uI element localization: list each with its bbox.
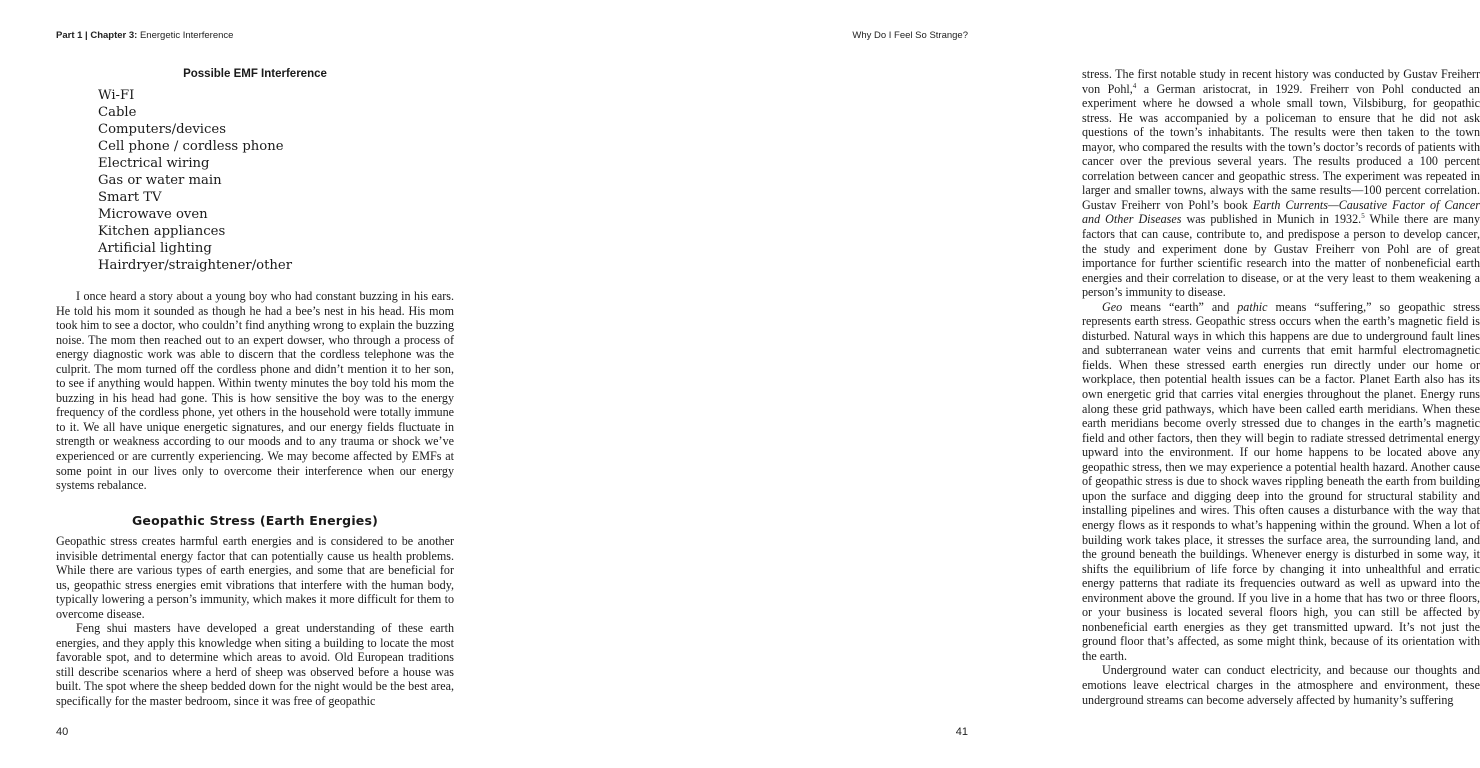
list-item: Gas or water main: [98, 173, 222, 188]
emf-list: [98, 87, 292, 274]
right-page: [512, 0, 1480, 768]
left-page: [0, 0, 512, 768]
part-chapter-label: Part 1 | Chapter 3:: [56, 30, 138, 41]
footnote-marker: 4: [1132, 81, 1137, 90]
right-body: [1082, 67, 1480, 707]
left-body-bottom: [56, 534, 454, 709]
paragraph-feng-shui: Feng shui masters have developed a great understanding of these earth energies, and they apply this knowledge when siting a building to locate the most favorable spot, and to determine which areas to avoid. Old European traditions still describe scenarios where a herd of sheep was observed before a house was built. The spot where the sheep bedded down for the night would be the best area, specifically for the master bedroom, since it was free of geopathic: [56, 621, 454, 709]
list-item: Cell phone / cordless phone: [98, 139, 284, 154]
list-item: Hairdryer/straightener/other: [98, 258, 293, 273]
page-number-left: 40: [56, 726, 69, 738]
list-item: Artificial lighting: [98, 241, 212, 256]
paragraph-underground-water: Underground water can conduct electricity, and because our thoughts and emotions leave electrical charges in the atmosphere and environment, these underground streams can become adversely affected by humanity’s suffering: [1082, 663, 1480, 707]
list-item: Microwave oven: [98, 207, 208, 222]
list-item: Computers/devices: [98, 122, 226, 137]
list-item: Kitchen appliances: [98, 224, 226, 239]
list-item: Cable: [98, 105, 137, 120]
paragraph-von-pohl: stress. The first notable study in recent history was conducted by Gustav Freiherr von Pohl,$^4$ a German aristocrat, in 1929. Freiherr von Pohl conducted an experiment where he dowsed a whole small town, Vilsbiburg, for geopathic stress. He was accompanied by a policeman to ensure that he did not ask questions of the town’s inhabitants. The results were then taken to the town mayor, who compared the results with the town’s doctor’s records of patients with cancer over the previous several years. The results produced a 100 percent correlation between cancer and geopathic stress. The experiment was repeated in larger and smaller towns, always with the same results—100 percent correlation. Gustav Freiherr von Pohl’s book Earth Currents—Causative Factor of Cancer and Other Diseases was published in Munich in 1932.$^5$ While there are many factors that can cause, contribute to, and predispose a person to develop cancer, the study and experiment done by Gustav Freiherr von Pohl are of great importance for further scientific research into the matter of nonbeneficial earth energies and their correlation to disease, or at the very least to them weakening a person’s immunity to disease.: [1082, 67, 1480, 300]
emf-list-title: Possible EMF Interference: [183, 68, 327, 80]
list-item: Smart TV: [98, 190, 162, 205]
chapter-title: Energetic Interference: [137, 30, 234, 41]
paragraph-story: I once heard a story about a young boy who had constant buzzing in his ears. He told his mom it sounded as though he had a bee’s nest in his head. His mom took him to see a doctor, who couldn’t find anything wrong to explain the buzzing noise. The mom then reached out to an expert dowser, who through a process of energy diagnostic work was able to discern that the cordless telephone was the culprit. The mom turned off the cordless phone and didn’t mention it to her son, to see if anything would happen. Within twenty minutes the boy told his mom the buzzing in his head had gone. This is how sensitive the boy was to the energy frequency of the cordless phone, yet others in the household were totally immune to it. We all have unique energetic signatures, and our energy fields fluctuate in strength or weakness according to our moods and to any trauma or shock we’ve experienced or are currently experiencing. We may become affected by EMFs at some point in our lives only to overcome their interference when our energy systems rebalance.: [56, 289, 454, 493]
book-title: Earth Currents—Causative Factor of Cancer and Other Diseases: [1082, 197, 1480, 227]
section-heading: Geopathic Stress (Earth Energies): [131, 513, 379, 528]
list-item: Electrical wiring: [98, 156, 210, 171]
paragraph-geopathic-intro: Geopathic stress creates harmful earth energies and is considered to be another invisible detrimental energy factor that can potentially cause us health problems. While there are various types of earth energies, and some that are beneficial for us, geopathic stress energies emit vibrations that interfere with the human body, typically lowering a person’s immunity, which makes it more difficult for them to overcome disease.: [56, 534, 454, 621]
left-body-top: [56, 289, 454, 493]
footnote-marker: 5: [1361, 212, 1365, 221]
page-number-right: 41: [955, 726, 968, 738]
running-head-right: Why Do I Feel So Strange?: [852, 30, 968, 41]
list-item: Wi-FI: [98, 88, 135, 103]
running-head-left: [56, 30, 233, 41]
paragraph-geo-meaning: Geo means “earth” and pathic means “suffering,” so geopathic stress represents earth stress. Geopathic stress occurs when the earth’s magnetic field is disturbed. Natural ways in which this happens are due to underground fault lines and subterranean water veins and currents that emit harmful electromagnetic fields. When these stressed earth energies run directly under our home or workplace, then potential health issues can be a factor. Planet Earth also has its own energetic grid that carries vital energies throughout the planet. Energy runs along these grid pathways, which have been called earth meridians. When these earth meridians become overly stressed due to changes in the earth’s magnetic field and other factors, then they will begin to radiate stressed detrimental energy upward into the environment. If our home happens to be located above any geopathic stress, then we may experience a potential health hazard. Another cause of geopathic stress is due to shock waves rippling beneath the earth from building upon the surface and digging deep into the ground for structural stability and installing pipelines and wires. This often causes a disturbance with the way that energy flows as it responds to what’s happening within the ground. When a lot of building work takes place, it stresses the surface area, the surrounding land, and the ground beneath the buildings. Whenever energy is disturbed in some way, it shifts the equilibrium of life force by changing it into unhealthful and erratic energy patterns that radiate its frequencies outward as well as upward into the environment above the ground. If you live in a home that has two or three floors, or your business is located several floors high, you can still be affected by nonbeneficial earth energies as they get transmitted upward. It’s not just the ground floor that’s affected, as some might think, because of its orientation with the earth.: [1082, 299, 1480, 663]
